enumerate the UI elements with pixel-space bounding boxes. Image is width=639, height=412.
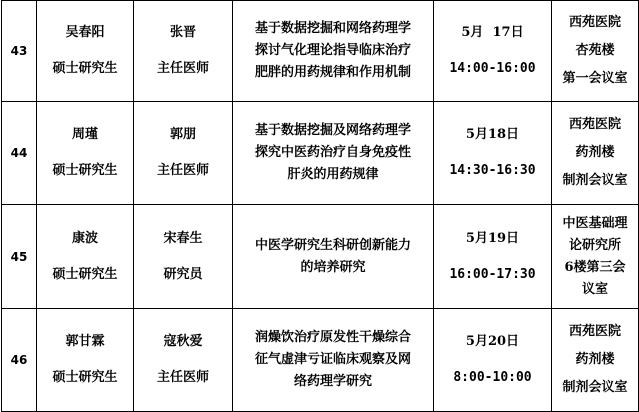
defense-date: 5月19日 xyxy=(465,230,520,246)
datetime-cell xyxy=(434,309,552,412)
location-line: 第一会议室 xyxy=(562,71,628,86)
student-name: 周瑾 xyxy=(71,127,98,142)
location-line: 药剂楼 xyxy=(575,145,615,160)
topic-cell xyxy=(233,309,434,412)
defense-time: 16:00-17:30 xyxy=(449,266,536,282)
student-cell xyxy=(37,309,134,412)
table-row xyxy=(2,102,639,205)
datetime-cell xyxy=(434,102,552,205)
advisor-name: 张晋 xyxy=(169,25,196,40)
datetime-cell xyxy=(434,205,552,309)
topic-line: 肥胖的用药规律和作用机制 xyxy=(254,65,411,80)
advisor-name: 寇秋爱 xyxy=(163,334,203,349)
defense-date: 5月 17日 xyxy=(461,25,524,40)
student-cell xyxy=(37,205,134,309)
row-number: 46 xyxy=(2,309,37,412)
student-name: 康波 xyxy=(71,230,98,246)
student-degree: 硕士研究生 xyxy=(52,163,118,178)
row-number: 43 xyxy=(2,1,37,102)
location-line: 西苑医院 xyxy=(568,324,621,339)
defense-time: 14:00-16:00 xyxy=(449,61,536,76)
location-line: 杏苑楼 xyxy=(575,43,615,58)
student-degree: 硕士研究生 xyxy=(52,61,118,76)
topic-cell xyxy=(233,205,434,309)
topic-line: 基于数据挖掘及网络药理学 xyxy=(254,123,411,138)
topic-line: 基于数据挖掘和网络药理学 xyxy=(254,21,411,36)
advisor-cell xyxy=(134,309,233,412)
advisor-cell xyxy=(134,102,233,205)
table-row xyxy=(2,1,639,102)
location-cell xyxy=(552,1,639,102)
topic-line: 中医学研究生科研创新能力 xyxy=(254,237,411,253)
topic-line: 肝炎的用药规律 xyxy=(287,167,379,182)
advisor-title: 主任医师 xyxy=(156,163,209,178)
location-line: 药剂楼 xyxy=(575,352,615,367)
advisor-title: 研究员 xyxy=(163,266,203,282)
topic-line: 润燥饮治疗原发性干燥综合 xyxy=(254,330,411,345)
location-line: 制剂会议室 xyxy=(562,380,628,395)
advisor-title: 主任医师 xyxy=(156,61,209,76)
topic-cell xyxy=(233,1,434,102)
row-number: 44 xyxy=(2,102,37,205)
topic-line: 络药理学研究 xyxy=(293,374,372,389)
datetime-cell xyxy=(434,1,552,102)
defense-schedule-table xyxy=(1,0,639,412)
location-line: 西苑医院 xyxy=(568,15,621,30)
topic-cell xyxy=(233,102,434,205)
advisor-name: 郭朋 xyxy=(169,127,196,142)
topic-line: 探究中医药治疗自身免疫性 xyxy=(254,145,411,160)
advisor-cell xyxy=(134,1,233,102)
table-row xyxy=(2,309,639,412)
defense-time: 14:30-16:30 xyxy=(449,163,536,178)
student-cell xyxy=(37,1,134,102)
student-name: 吴春阳 xyxy=(65,25,105,40)
row-number: 45 xyxy=(2,205,37,309)
location-line: 西苑医院 xyxy=(568,117,621,132)
advisor-cell xyxy=(134,205,233,309)
location-line: 制剂会议室 xyxy=(562,173,628,188)
location-line: 中医基础理 xyxy=(562,215,628,231)
topic-line: 探讨气化理论指导临床治疗 xyxy=(254,43,411,58)
topic-line: 的培养研究 xyxy=(300,259,366,275)
student-cell xyxy=(37,102,134,205)
location-line: 议室 xyxy=(581,281,608,297)
topic-line: 征气虚津亏证临床观察及网 xyxy=(254,352,411,367)
location-line: 论研究所 xyxy=(568,237,621,253)
advisor-title: 主任医师 xyxy=(156,370,209,385)
student-degree: 硕士研究生 xyxy=(52,370,118,385)
defense-date: 5月18日 xyxy=(465,127,520,142)
advisor-name: 宋春生 xyxy=(163,230,203,246)
defense-date: 5月20日 xyxy=(465,334,520,349)
location-cell xyxy=(552,205,639,309)
location-cell xyxy=(552,102,639,205)
table-row xyxy=(2,205,639,309)
student-degree: 硕士研究生 xyxy=(52,266,118,282)
location-cell xyxy=(552,309,639,412)
defense-time: 8:00-10:00 xyxy=(453,370,532,385)
location-line: 6楼第三会 xyxy=(564,259,626,275)
student-name: 郭甘霖 xyxy=(65,334,105,349)
